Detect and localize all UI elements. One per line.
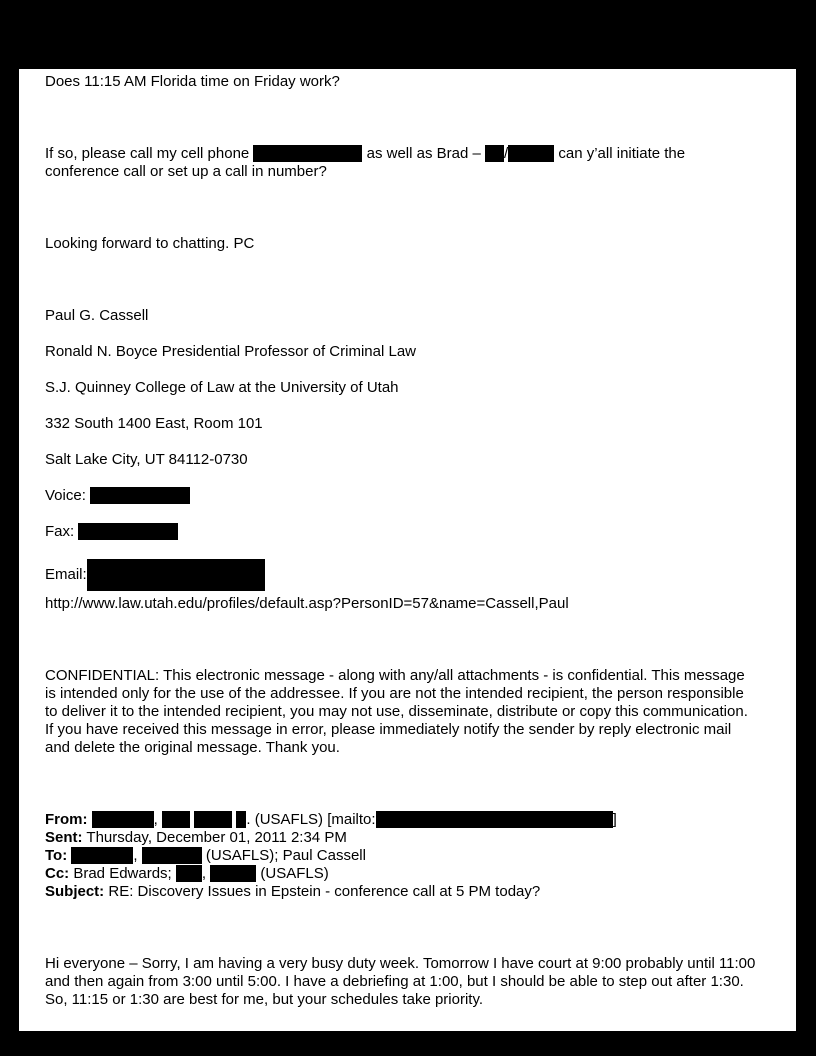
redaction-from-3 [194,811,232,828]
header-cc [45,865,329,883]
fax-label: Fax: [45,523,75,540]
call-request-b: as well as Brad – [366,145,481,162]
from-org: (USAFLS) [mailto: [254,811,376,828]
signature-title: Ronald N. Boyce Presidential Professor of Criminal Law [45,343,416,360]
signature-url: http://www.law.utah.edu/profiles/default.asp?PersonID=57&name=Cassell,Paul [45,595,569,612]
sent-label: Sent: [45,829,83,846]
redaction-to-2 [142,847,202,864]
to-rest: (USAFLS); Paul Cassell [205,847,366,864]
redaction-cell-phone [253,145,362,162]
redaction-email [87,559,265,591]
cc-sep: , [201,865,207,882]
header-sent [45,829,347,847]
question-line: Does 11:15 AM Florida time on Friday work? [45,73,340,90]
subject-value: RE: Discovery Issues in Epstein - conference call at 5 PM today? [108,883,541,900]
redaction-fax [78,523,178,540]
to-label: To: [45,847,68,864]
from-end: ] [612,811,617,828]
call-request-c: can y’all initiate the conference call or set up a call in number? [45,145,686,180]
redaction-from-1 [92,811,154,828]
to-sep: , [133,847,138,864]
sent-value: Thursday, December 01, 2011 2:34 PM [86,829,347,846]
cc-label: Cc: [45,865,70,882]
redaction-from-2 [162,811,190,828]
closing-line: Looking forward to chatting. PC [45,235,255,252]
email-label: Email: [45,566,87,583]
signature-voice [45,487,190,505]
call-request-a: If so, please call my cell phone [45,145,250,162]
redaction-cc-2 [210,865,256,882]
header-from [45,811,617,829]
redaction-from-4 [236,811,246,828]
confidential-notice: CONFIDENTIAL: This electronic message - along with any/all attachments - is confidential. This message is intended only for the use of the addressee. If you are not the intended recipient, the person responsible to deliver it to the intended recipient, you may not use, disseminate, distribute or copy this communication. If you have received this message in error, please immediately notify the sender by reply electronic mail and delete the original message. Thank you. [45,667,748,756]
header-to [45,847,366,865]
subject-label: Subject: [45,883,105,900]
redaction-brad-phone-1 [485,145,504,162]
header-subject [45,883,540,901]
signature-address2: Salt Lake City, UT 84112-0730 [45,451,248,468]
call-request-paragraph [45,145,755,181]
signature-email [45,559,265,591]
from-sep: , [153,811,158,828]
cc-value: Brad Edwards; [73,865,172,882]
signature-fax [45,523,178,541]
from-label: From: [45,811,88,828]
call-request-slash: / [504,145,509,162]
cc-rest: (USAFLS) [260,865,329,882]
signature-school: S.J. Quinney College of Law at the University of Utah [45,379,399,396]
signature-name: Paul G. Cassell [45,307,149,324]
redaction-cc-1 [176,865,202,882]
from-dot: . [246,811,251,828]
redaction-to-1 [71,847,133,864]
signature-address1: 332 South 1400 East, Room 101 [45,415,263,432]
redaction-voice [90,487,190,504]
redaction-brad-phone-2 [508,145,554,162]
voice-label: Voice: [45,487,86,504]
document-page [19,69,796,1031]
redaction-from-email [376,811,613,828]
reply-body: Hi everyone – Sorry, I am having a very busy duty week. Tomorrow I have court at 9:00 probably until 11:00 and then again from 3:00 until 5:00. I have a debriefing at 1:00, but I should be able to step out after 1:30. So, 11:15 or 1:30 are best for me, but your schedules take priority. [45,955,756,1008]
